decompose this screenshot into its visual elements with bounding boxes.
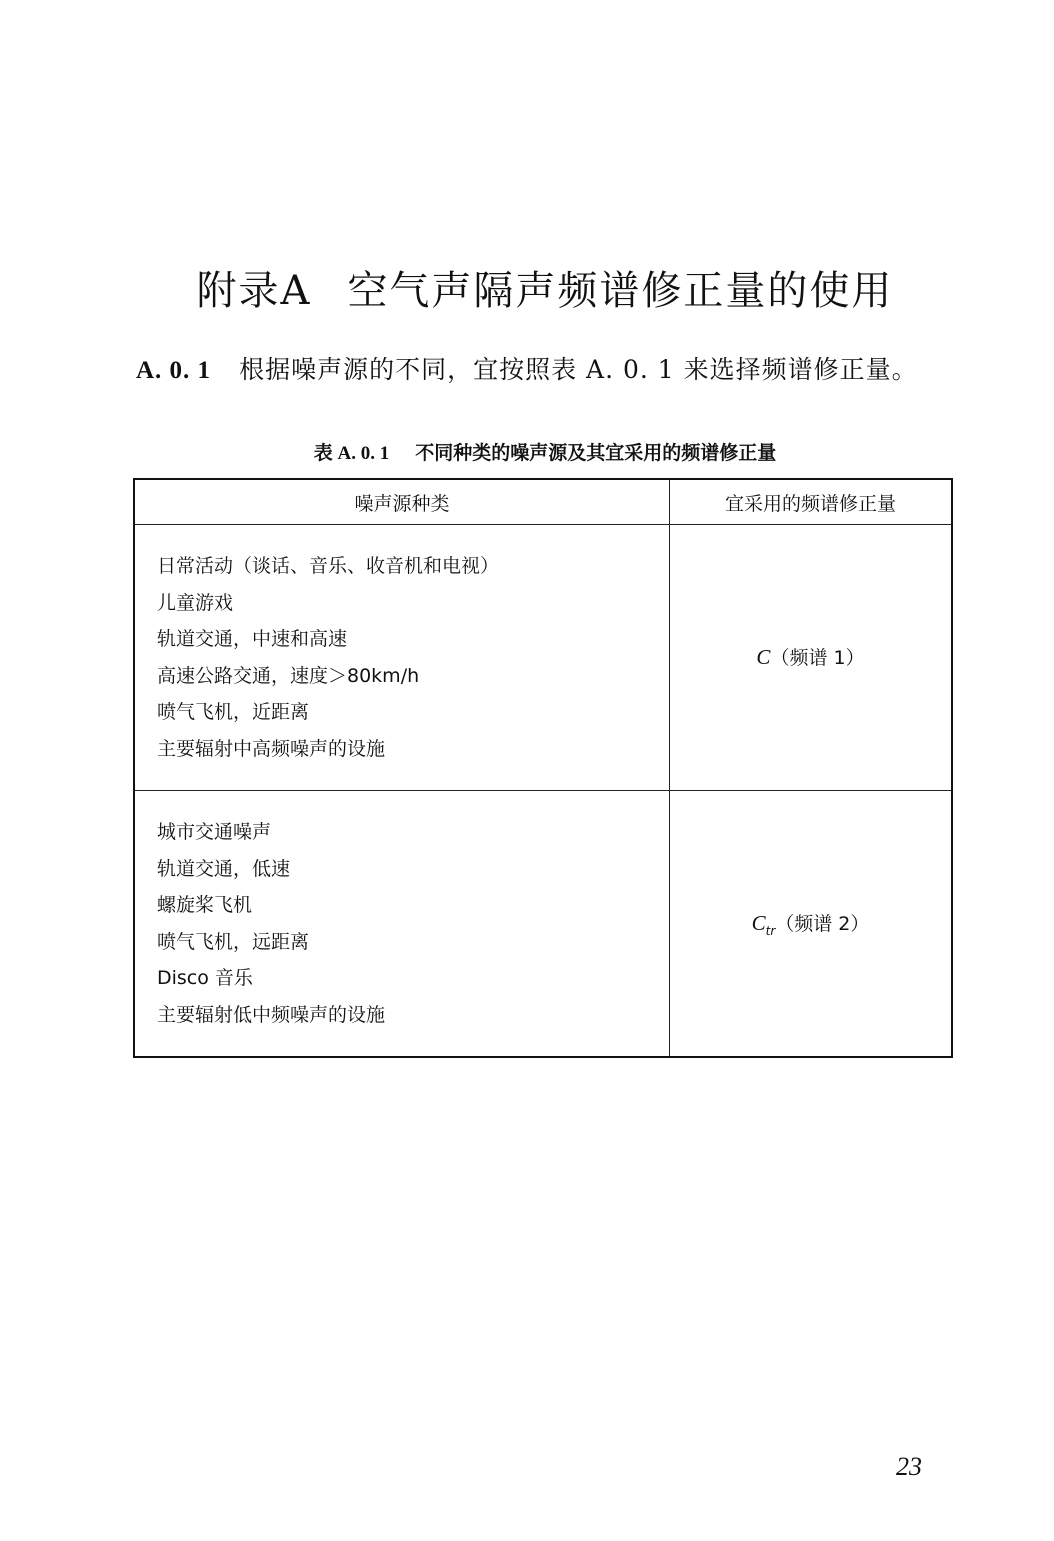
- noise-source-table: [133, 478, 953, 1058]
- source-item: 喷气飞机，远距离: [157, 930, 310, 953]
- table-row: [134, 791, 952, 1058]
- appendix-label: 附录A: [196, 267, 312, 314]
- source-item: 高速公路交通，速度＞80km/h: [157, 664, 420, 687]
- table-header-row: [134, 479, 952, 525]
- table-caption: [0, 438, 1054, 465]
- source-item: 主要辐射中高频噪声的设施: [157, 737, 386, 760]
- adaptation-note: （频谱 2）: [775, 913, 870, 936]
- source-item: 喷气飞机，近距离: [157, 701, 310, 723]
- source-item: 轨道交通，中速和高速: [157, 628, 348, 650]
- table-caption-number: 表 A. 0. 1: [313, 443, 390, 464]
- source-item: 城市交通噪声: [157, 821, 272, 843]
- source-item: 主要辐射低中频噪声的设施: [157, 1003, 386, 1026]
- source-list-cell: [134, 791, 670, 1058]
- header-noise-source-type: 噪声源种类: [134, 479, 670, 525]
- adaptation-term-cell: [670, 791, 953, 1058]
- source-item: 儿童游戏: [157, 591, 234, 614]
- source-item: 轨道交通，低速: [157, 857, 291, 880]
- header-spectrum-adaptation: 宜采用的频谱修正量: [670, 479, 953, 525]
- clause-text: 根据噪声源的不同，宜按照表 A. 0. 1 来选择频谱修正量。: [239, 355, 918, 384]
- source-item: 日常活动（谈话、音乐、收音机和电视）: [157, 555, 500, 577]
- adaptation-note: （频谱 1）: [770, 647, 865, 670]
- adaptation-symbol: C: [751, 911, 766, 936]
- table-caption-text: 不同种类的噪声源及其宜采用的频谱修正量: [415, 442, 777, 464]
- appendix-title-text: 空气声隔声频谱修正量的使用: [347, 267, 894, 314]
- table-row: [134, 525, 952, 791]
- page-number: 23: [896, 1452, 922, 1481]
- adaptation-subscript: tr: [765, 923, 776, 938]
- clause-a-0-1: [136, 348, 956, 393]
- source-item: 螺旋桨飞机: [157, 894, 253, 916]
- source-list-cell: [134, 525, 670, 791]
- appendix-title: [0, 259, 1054, 316]
- adaptation-term-cell: [670, 525, 953, 791]
- source-item: Disco 音乐: [157, 967, 253, 989]
- clause-number: A. 0. 1: [136, 357, 212, 384]
- adaptation-symbol: C: [756, 645, 771, 670]
